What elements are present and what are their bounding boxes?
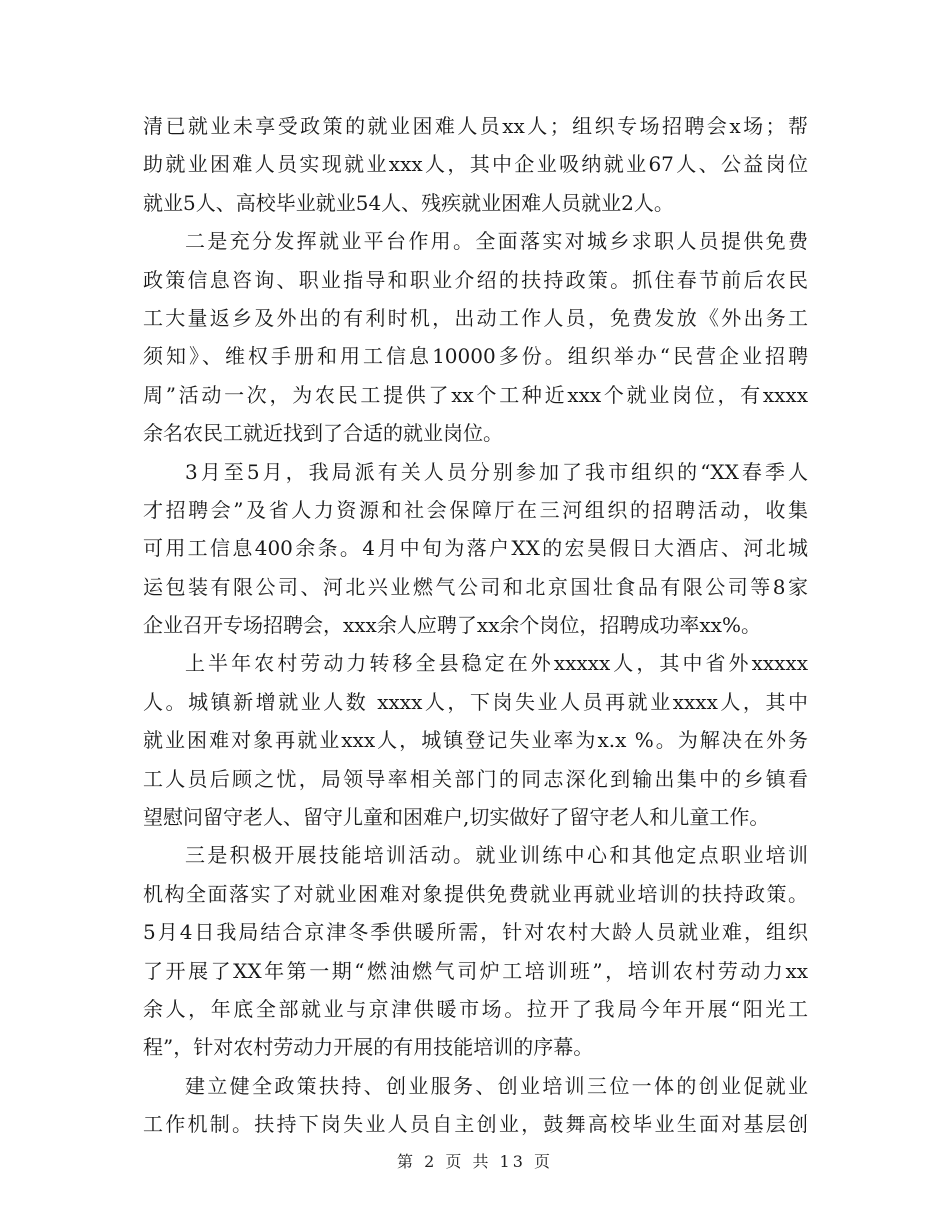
text-line: 工作机制。扶持下岗失业人员自主创业，鼓舞高校毕业生面对基层创 bbox=[143, 1112, 808, 1137]
text-line: 周”活动一次，为农民工提供了xx个工种近xxx个就业岗位，有xxxx bbox=[143, 382, 808, 407]
text-line: 3月至5月，我局派有关人员分别参加了我市组织的“XX春季人 bbox=[185, 459, 808, 484]
page-number-footer: 第 2 页 共 13 页 bbox=[397, 1152, 553, 1171]
text-line: 运包装有限公司、河北兴业燃气公司和北京国壮食品有限公司等8家 bbox=[143, 574, 808, 599]
text-line: 政策信息咨询、职业指导和职业介绍的扶持政策。抓住春节前后农民 bbox=[143, 267, 808, 292]
text-line: 二是充分发挥就业平台作用。全面落实对城乡求职人员提供免费 bbox=[185, 229, 808, 254]
text-line: 就业困难对象再就业xxx人，城镇登记失业率为x.x %。为解决在外务 bbox=[143, 728, 808, 753]
text-line: 人。城镇新增就业人数 xxxx人，下岗失业人员再就业xxxx人，其中 bbox=[143, 689, 808, 714]
text-line: 企业召开专场招聘会，xxx余人应聘了xx余个岗位，招聘成功率xx%。 bbox=[143, 613, 761, 638]
text-line: 三是积极开展技能培训活动。就业训练中心和其他定点职业培训 bbox=[185, 843, 808, 868]
text-line: 助就业困难人员实现就业xxx人，其中企业吸纳就业67人、公益岗位 bbox=[143, 152, 808, 177]
text-line: 了开展了XX年第一期“燃油燃气司炉工培训班”，培训农村劳动力xx bbox=[143, 958, 808, 983]
text-line: 工大量返乡及外出的有利时机，出动工作人员，免费发放《外出务工 bbox=[143, 305, 808, 330]
text-line: 须知》、维权手册和用工信息10000多份。组织举办“民营企业招聘 bbox=[143, 344, 808, 369]
text-line: 余名农民工就近找到了合适的就业岗位。 bbox=[143, 421, 503, 446]
text-line: 清已就业未享受政策的就业困难人员xx人；组织专场招聘会x场；帮 bbox=[143, 114, 808, 138]
text-line: 工人员后顾之忧，局领导率相关部门的同志深化到输出集中的乡镇看 bbox=[143, 766, 808, 791]
text-line: 望慰问留守老人、留守儿童和困难户,切实做好了留守老人和儿童工作。 bbox=[143, 805, 770, 830]
text-line: 机构全面落实了对就业困难对象提供免费就业再就业培训的扶持政策。 bbox=[143, 881, 808, 906]
text-line: 才招聘会”及省人力资源和社会保障厅在三河组织的招聘活动，收集 bbox=[143, 497, 808, 522]
text-line: 5月4日我局结合京津冬季供暖所需，针对农村大龄人员就业难，组织 bbox=[143, 920, 808, 945]
text-line: 上半年农村劳动力转移全县稳定在外xxxxx人，其中省外xxxxx bbox=[185, 651, 808, 676]
text-line: 建立健全政策扶持、创业服务、创业培训三位一体的创业促就业 bbox=[185, 1073, 808, 1098]
document-body bbox=[143, 107, 808, 1144]
text-line: 就业5人、高校毕业就业54人、残疾就业困难人员就业2人。 bbox=[143, 190, 674, 215]
text-line: 可用工信息400余条。4月中旬为落户XX的宏昊假日大酒店、河北城 bbox=[143, 536, 808, 561]
text-line: 程”，针对农村劳动力开展的有用技能培训的序幕。 bbox=[143, 1035, 594, 1060]
text-line: 余人，年底全部就业与京津供暖市场。拉开了我局今年开展“阳光工 bbox=[143, 996, 808, 1021]
